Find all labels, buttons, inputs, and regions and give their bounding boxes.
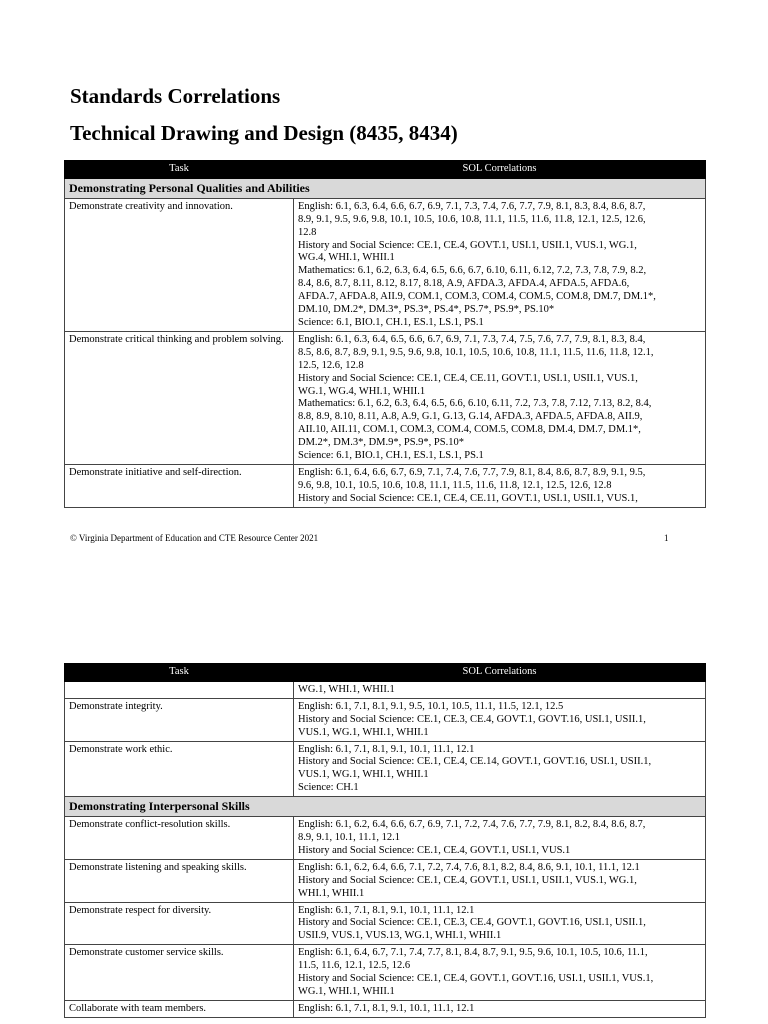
sol-cell <box>294 741 706 797</box>
sol-line: USII.9, VUS.1, VUS.13, WG.1, WHI.1, WHII.1 <box>298 930 502 942</box>
sol-correlations-table-page-1 <box>64 160 706 508</box>
task-column-header: Task <box>65 664 294 682</box>
sol-line: Science: CH.1 <box>298 782 359 794</box>
sol-line: History and Social Science: CE.1, CE.4, GOVT.1, GOVT.16, USI.1, USII.1, VUS.1, <box>298 973 654 985</box>
sol-line: Mathematics: 6.1, 6.2, 6.3, 6.4, 6.5, 6.6, 6.7, 6.10, 6.11, 6.12, 7.2, 7.3, 7.8, 7.9, 8.2, <box>298 265 647 277</box>
sol-line: English: 6.1, 6.2, 6.4, 6.6, 6.7, 6.9, 7.1, 7.2, 7.4, 7.6, 7.7, 7.9, 8.1, 8.2, 8.4, 8.6, 8.7, <box>298 819 646 831</box>
section-header-row <box>65 797 706 817</box>
sol-cell <box>294 817 706 860</box>
sol-cell <box>294 331 706 464</box>
sol-line: English: 6.1, 7.1, 8.1, 9.1, 10.1, 11.1, 12.1 <box>298 743 475 755</box>
sol-cell <box>294 698 706 741</box>
table-row <box>65 331 706 464</box>
sol-line: VUS.1, WG.1, WHI.1, WHII.1 <box>298 769 429 781</box>
task-cell: Demonstrate integrity. <box>65 698 294 741</box>
table-row <box>65 945 706 1001</box>
sol-line: English: 6.1, 6.4, 6.7, 7.1, 7.4, 7.7, 8.1, 8.4, 8.7, 9.1, 9.5, 9.6, 10.1, 10.5, 10.6, 11.1, <box>298 947 648 959</box>
section-header: Demonstrating Personal Qualities and Abilities <box>65 178 706 198</box>
sol-line: DM.10, DM.2*, DM.3*, PS.3*, PS.4*, PS.7*, PS.9*, PS.10* <box>298 304 555 316</box>
task-cell: Demonstrate creativity and innovation. <box>65 198 294 331</box>
task-cell: Demonstrate respect for diversity. <box>65 902 294 945</box>
task-cell: Demonstrate work ethic. <box>65 741 294 797</box>
table-row <box>65 741 706 797</box>
task-column-header: Task <box>65 161 294 179</box>
sol-line: WG.4, WHI.1, WHII.1 <box>298 252 395 264</box>
sol-line: Science: 6.1, BIO.1, CH.1, ES.1, LS.1, PS.1 <box>298 450 484 462</box>
sol-line: WG.1, WHI.1, WHII.1 <box>298 683 395 695</box>
table-row <box>65 198 706 331</box>
table-row <box>65 817 706 860</box>
task-cell: Demonstrate listening and speaking skills. <box>65 859 294 902</box>
sol-line: 8.9, 9.1, 10.1, 11.1, 12.1 <box>298 831 400 843</box>
sol-line: History and Social Science: CE.1, CE.4, GOVT.1, USI.1, USII.1, VUS.1, WG.1, <box>298 874 637 886</box>
sol-line: 9.6, 9.8, 10.1, 10.5, 10.6, 10.8, 11.1, 11.5, 11.6, 11.8, 12.1, 12.5, 12.6, 12.8 <box>298 479 612 491</box>
table-row <box>65 698 706 741</box>
footer-copyright: © Virginia Department of Education and CTE Resource Center 2021 <box>70 533 319 543</box>
sol-line: English: 6.1, 6.3, 6.4, 6.5, 6.6, 6.7, 6.9, 7.1, 7.3, 7.4, 7.5, 7.6, 7.7, 7.9, 8.1, 8.3, 8.4, <box>298 333 646 345</box>
table-row <box>65 1000 706 1017</box>
task-cell: Demonstrate conflict-resolution skills. <box>65 817 294 860</box>
task-cell: Collaborate with team members. <box>65 1000 294 1017</box>
sol-line: 8.9, 9.1, 9.5, 9.6, 9.8, 10.1, 10.5, 10.6, 10.8, 11.1, 11.5, 11.6, 11.8, 12.1, 12.5, 12.6, <box>298 213 646 225</box>
document-subtitle: Technical Drawing and Design (8435, 8434) <box>70 121 458 145</box>
sol-column-header: SOL Correlations <box>294 161 706 179</box>
sol-line: 12.5, 12.6, 12.8 <box>298 359 364 371</box>
table-row <box>65 464 706 507</box>
sol-column-header: SOL Correlations <box>294 664 706 682</box>
sol-line: WG.1, WG.4, WHI.1, WHII.1 <box>298 385 426 397</box>
sol-cell <box>294 945 706 1001</box>
section-header-row <box>65 178 706 198</box>
document-title: Standards Correlations <box>70 84 281 108</box>
sol-line: 11.5, 11.6, 12.1, 12.5, 12.6 <box>298 960 411 972</box>
sol-line: History and Social Science: CE.1, CE.4, GOVT.1, USI.1, VUS.1 <box>298 844 571 856</box>
sol-line: AFDA.7, AFDA.8, AII.9, COM.1, COM.3, COM.4, COM.5, COM.8, DM.7, DM.1*, <box>298 291 656 303</box>
sol-line: WHI.1, WHII.1 <box>298 887 365 899</box>
sol-line: AII.10, AII.11, COM.1, COM.3, COM.4, COM.5, COM.8, DM.4, DM.7, DM.1*, <box>298 424 641 436</box>
section-header: Demonstrating Interpersonal Skills <box>65 797 706 817</box>
sol-line: Mathematics: 6.1, 6.2, 6.3, 6.4, 6.5, 6.6, 6.10, 6.11, 7.2, 7.3, 7.8, 7.12, 7.13, 8.2, 8.4, <box>298 398 652 410</box>
sol-line: History and Social Science: CE.1, CE.4, GOVT.1, USI.1, USII.1, VUS.1, WG.1, <box>298 239 637 251</box>
footer-page-number: 1 <box>664 533 669 543</box>
sol-cell <box>294 1000 706 1017</box>
task-cell: Demonstrate initiative and self-direction. <box>65 464 294 507</box>
sol-line: English: 6.1, 7.1, 8.1, 9.1, 10.1, 11.1, 12.1 <box>298 904 475 916</box>
sol-line: History and Social Science: CE.1, CE.3, CE.4, GOVT.1, GOVT.16, USI.1, USII.1, <box>298 713 646 725</box>
sol-line: English: 6.1, 6.4, 6.6, 6.7, 6.9, 7.1, 7.4, 7.6, 7.7, 7.9, 8.1, 8.4, 8.6, 8.7, 8.9, 9.1, 9.5, <box>298 466 646 478</box>
sol-cell <box>294 859 706 902</box>
sol-line: History and Social Science: CE.1, CE.4, CE.11, GOVT.1, USI.1, USII.1, VUS.1, <box>298 492 638 504</box>
sol-cell <box>294 902 706 945</box>
sol-correlations-table-page-2 <box>64 663 706 1018</box>
sol-line: VUS.1, WG.1, WHI.1, WHII.1 <box>298 726 429 738</box>
sol-cell <box>294 681 706 698</box>
sol-line: History and Social Science: CE.1, CE.3, CE.4, GOVT.1, GOVT.16, USI.1, USII.1, <box>298 917 646 929</box>
sol-line: English: 6.1, 7.1, 8.1, 9.1, 9.5, 10.1, 10.5, 11.1, 11.5, 12.1, 12.5 <box>298 700 564 712</box>
sol-cell <box>294 464 706 507</box>
table-row <box>65 902 706 945</box>
sol-line: Science: 6.1, BIO.1, CH.1, ES.1, LS.1, PS.1 <box>298 316 484 328</box>
sol-line: 8.5, 8.6, 8.7, 8.9, 9.1, 9.5, 9.6, 9.8, 10.1, 10.5, 10.6, 10.8, 11.1, 11.5, 11.6, 11.8, 12.1, <box>298 346 654 358</box>
sol-line: History and Social Science: CE.1, CE.4, CE.11, GOVT.1, USI.1, USII.1, VUS.1, <box>298 372 638 384</box>
sol-line: History and Social Science: CE.1, CE.4, CE.14, GOVT.1, GOVT.16, USI.1, USII.1, <box>298 756 652 768</box>
sol-line: WG.1, WHI.1, WHII.1 <box>298 985 395 997</box>
sol-line: DM.2*, DM.3*, DM.9*, PS.9*, PS.10* <box>298 437 464 449</box>
sol-line: 12.8 <box>298 226 317 238</box>
sol-line: 8.4, 8.6, 8.7, 8.11, 8.12, 8.17, 8.18, A.9, AFDA.3, AFDA.4, AFDA.5, AFDA.6, <box>298 278 630 290</box>
task-cell: Demonstrate customer service skills. <box>65 945 294 1001</box>
sol-line: English: 6.1, 6.2, 6.4, 6.6, 7.1, 7.2, 7.4, 7.6, 8.1, 8.2, 8.4, 8.6, 9.1, 10.1, 11.1, 12.1 <box>298 861 640 873</box>
task-cell <box>65 681 294 698</box>
sol-line: English: 6.1, 7.1, 8.1, 9.1, 10.1, 11.1, 12.1 <box>298 1002 475 1014</box>
sol-cell <box>294 198 706 331</box>
sol-line: 8.8, 8.9, 8.10, 8.11, A.8, A.9, G.1, G.13, G.14, AFDA.3, AFDA.5, AFDA.8, AII.9, <box>298 411 643 423</box>
task-cell: Demonstrate critical thinking and problem solving. <box>65 331 294 464</box>
table-row <box>65 681 706 698</box>
sol-line: English: 6.1, 6.3, 6.4, 6.6, 6.7, 6.9, 7.1, 7.3, 7.4, 7.6, 7.7, 7.9, 8.1, 8.3, 8.4, 8.6, 8.7, <box>298 200 646 212</box>
table-row <box>65 859 706 902</box>
